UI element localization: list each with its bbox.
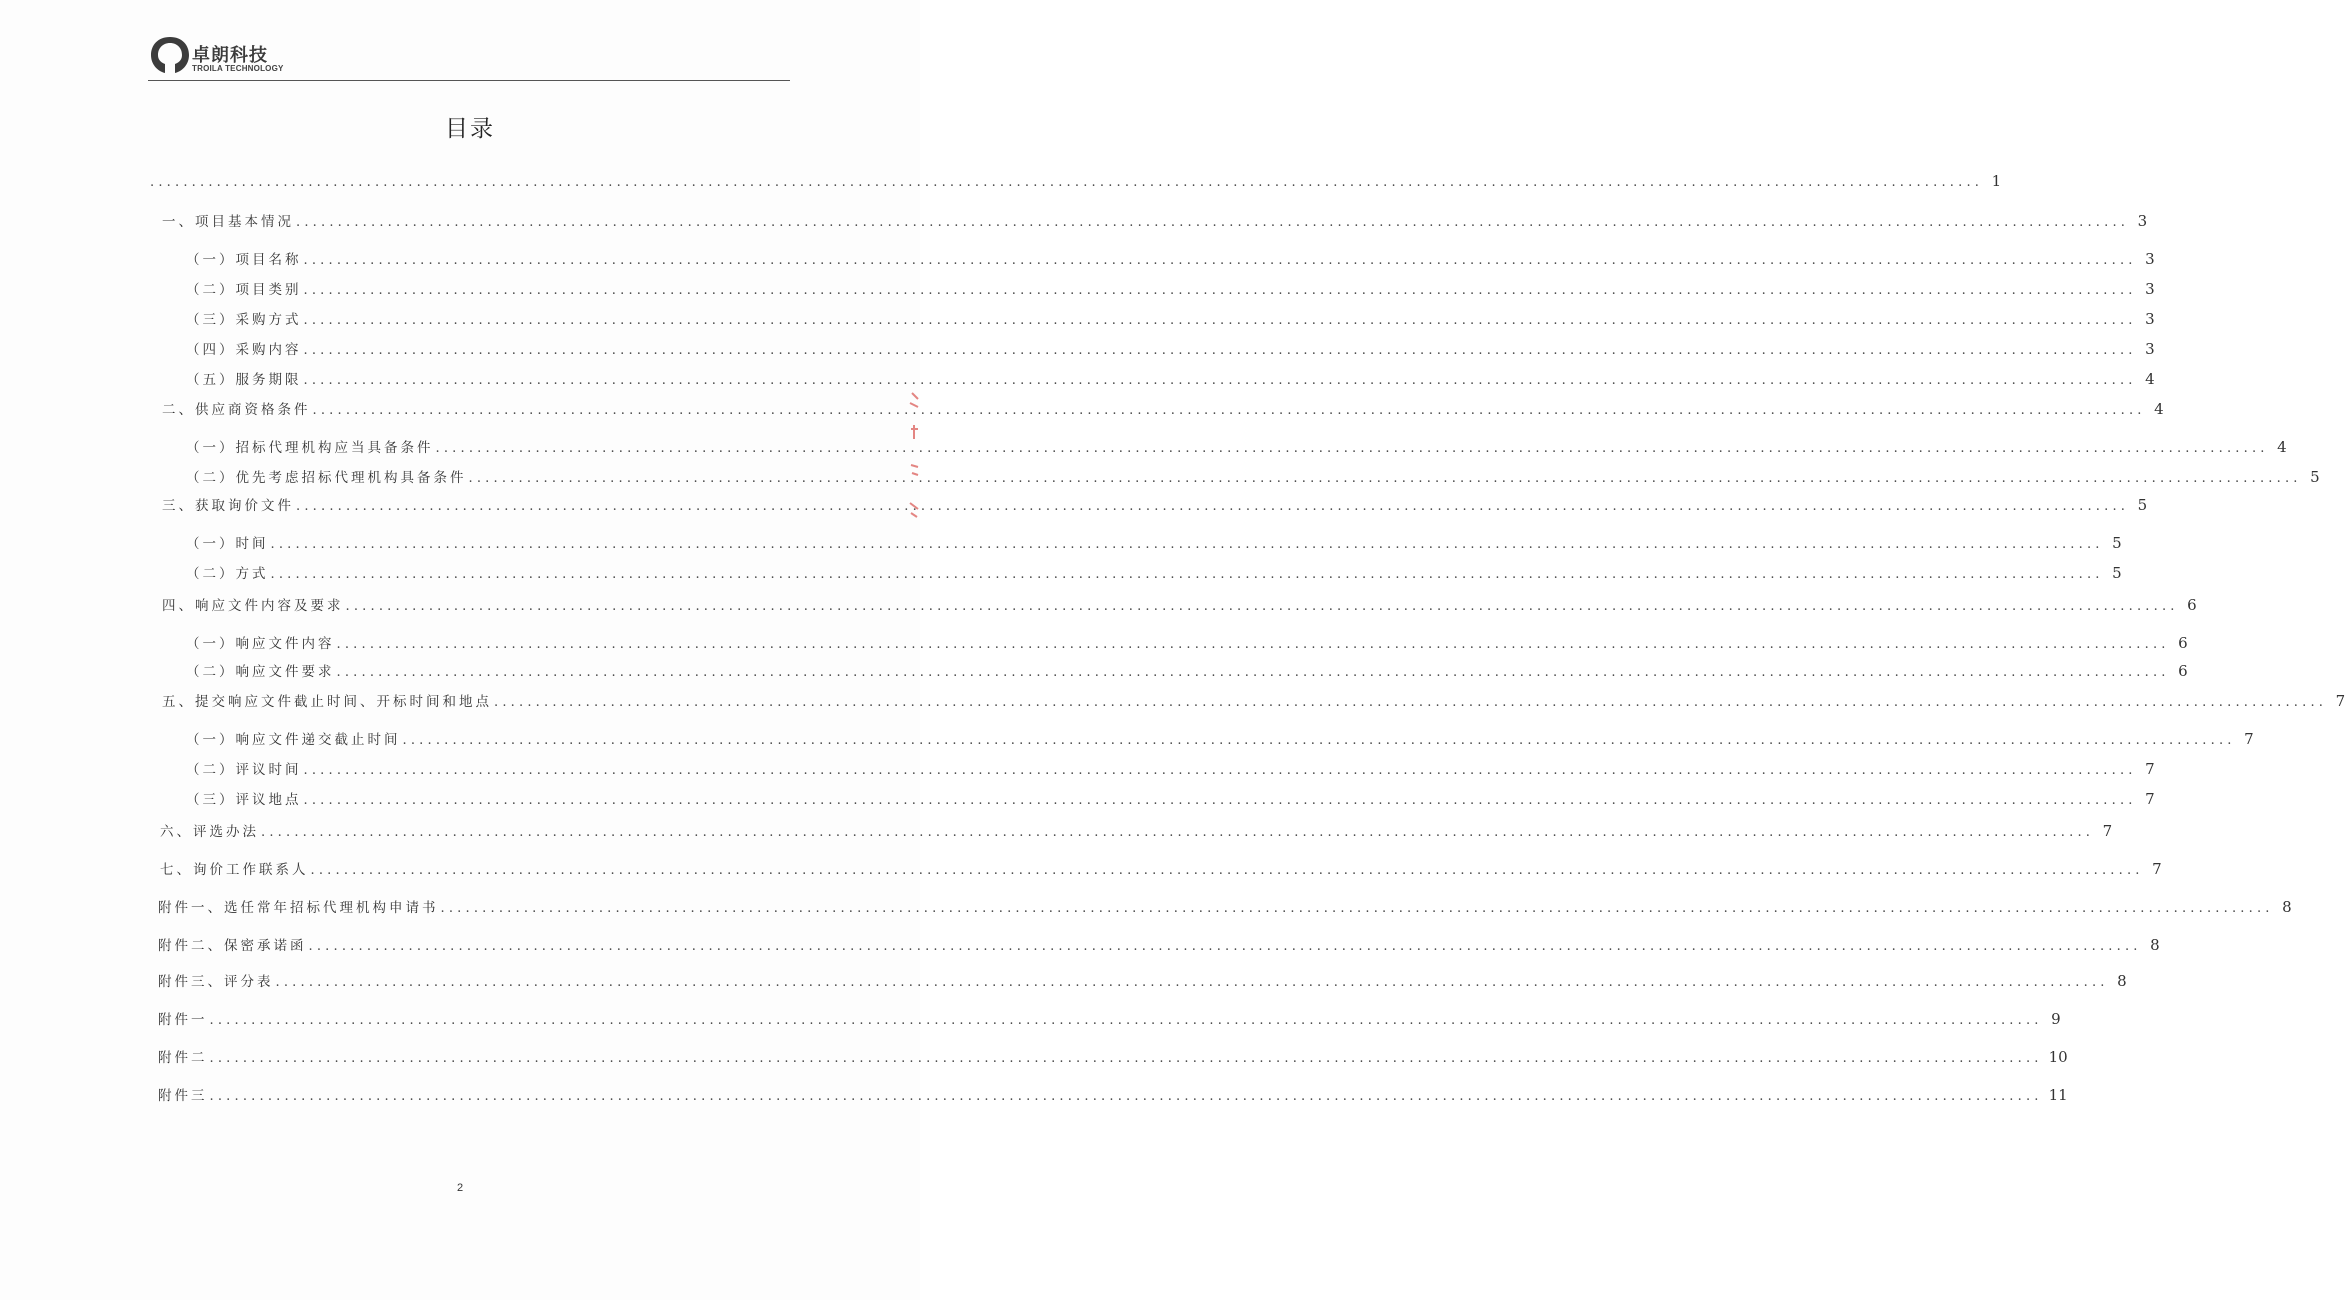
toc-entry-label: （一）项目名称 [186,252,302,268]
toc-entry[interactable] [186,278,2155,302]
toc-entry-label: （三）评议地点 [186,792,302,808]
toc-leader-dots: ............................................................................................................................................................................................................................ [440,901,2274,916]
toc-entry[interactable] [186,248,2155,272]
toc-entry-page: 7 [2335,692,2345,710]
seal-stamp-fragment [906,385,920,545]
toc-leader-dots: ............................................................................................................................................................................................................................ [312,403,2146,418]
toc-entry-page: 7 [2102,822,2113,840]
toc-entry[interactable] [162,494,2148,518]
toc-entry[interactable] [148,172,2002,196]
toc-entry-label: （一）响应文件内容 [186,636,335,652]
toc-entry[interactable] [158,1008,2061,1032]
toc-leader-dots: ............................................................................................................................................................................................................................ [402,733,2236,748]
toc-leader-dots: ............................................................................................................................................................................................................................ [435,441,2269,456]
toc-leader-dots: ............................................................................................................................................................................................................................ [303,793,2137,808]
toc-entry-label: 二、供应商资格条件 [162,402,311,418]
toc-entry[interactable] [158,934,2160,958]
toc-entry-page: 8 [2150,936,2160,954]
toc-entry-label: 附件一 [158,1012,208,1028]
toc-entry-label: （二）评议时间 [186,762,302,778]
toc-entry-page: 11 [2048,1086,2068,1104]
toc-entry-label: 附件三、评分表 [158,974,274,990]
toc-entry[interactable] [186,532,2122,556]
toc-leader-dots: ............................................................................................................................................................................................................................ [209,1089,2043,1104]
header-divider [148,80,790,81]
toc-entry[interactable] [186,308,2155,332]
company-name-en: TROILA TECHNOLOGY [192,64,284,73]
toc-leader-dots: ............................................................................................................................................................................................................................ [303,343,2137,358]
toc-entry-label: （一）响应文件递交截止时间 [186,732,401,748]
toc-entry-label: （二）优先考虑招标代理机构具备条件 [186,470,467,486]
toc-entry-label: （五）服务期限 [186,372,302,388]
toc-entry[interactable] [162,690,2345,714]
toc-entry-page: 5 [2137,496,2148,514]
page-header [148,32,790,82]
toc-entry-label: 附件一、选任常年招标代理机构申请书 [158,900,439,916]
toc-entry-page: 8 [2282,898,2292,916]
toc-leader-dots: ............................................................................................................................................................................................................................ [303,313,2137,328]
toc-entry-label: （二）响应文件要求 [186,664,335,680]
company-name-cn: 卓朗科技 [192,45,268,66]
toc-entry-page: 4 [2277,438,2287,456]
toc-entry[interactable] [186,466,2320,490]
toc-entry-label: （四）采购内容 [186,342,302,358]
toc-entry-label: （三）采购方式 [186,312,302,328]
toc-entry-page: 3 [2145,310,2155,328]
toc-entry[interactable] [186,562,2122,586]
toc-entry[interactable] [186,632,2188,656]
toc-entry[interactable] [186,758,2155,782]
page-title: 目录 [445,116,495,142]
toc-entry[interactable] [186,368,2155,392]
toc-entry-page: 3 [2137,212,2148,230]
toc-entry[interactable] [158,970,2127,994]
toc-entry-label: 附件二、保密承诺函 [158,938,307,954]
toc-entry-label: （二）方式 [186,566,269,582]
toc-leader-dots: ............................................................................................................................................................................................................................ [209,1013,2043,1028]
toc-entry[interactable] [158,896,2292,920]
toc-entry-page: 8 [2117,972,2127,990]
toc-leader-dots: ............................................................................................................................................................................................................................ [209,1051,2043,1066]
toc-entry[interactable] [162,594,2197,618]
toc-entry-page: 7 [2145,760,2155,778]
toc-leader-dots: ............................................................................................................................................................................................................................ [494,695,2328,710]
toc-entry-label: 五、提交响应文件截止时间、开标时间和地点 [162,694,492,710]
toc-entry-label: （一）时间 [186,536,269,552]
toc-leader-dots: ............................................................................................................................................................................................................................ [275,975,2109,990]
toc-entry-page: 5 [2112,564,2122,582]
company-logo-icon [148,34,192,76]
toc-entry-page: 7 [2145,790,2155,808]
toc-entry[interactable] [186,788,2155,812]
toc-leader-dots: ............................................................................................................................................................................................................................ [303,253,2137,268]
toc-entry[interactable] [162,210,2148,234]
toc-entry-page: 5 [2310,468,2320,486]
toc-entry-page: 1 [1991,172,2002,190]
toc-leader-dots: ............................................................................................................................................................................................................................ [270,567,2104,582]
toc-leader-dots: ............................................................................................................................................................................................................................ [270,537,2104,552]
toc-entry[interactable] [160,820,2113,844]
toc-entry-page: 3 [2145,250,2155,268]
toc-leader-dots: ............................................................................................................................................................................................................................ [308,939,2142,954]
toc-entry[interactable] [186,660,2188,684]
toc-entry[interactable] [186,338,2155,362]
toc-entry-page: 6 [2178,662,2188,680]
toc-leader-dots: ............................................................................................................................................................................................................................ [303,283,2137,298]
toc-entry-page: 6 [2187,596,2197,614]
toc-entry[interactable] [186,436,2287,460]
toc-entry-page: 6 [2178,634,2188,652]
toc-entry-page: 7 [2152,860,2162,878]
toc-entry-label: 附件二 [158,1050,208,1066]
toc-entry-page: 9 [2051,1010,2061,1028]
toc-entry-page: 4 [2154,400,2164,418]
toc-leader-dots: ............................................................................................................................................................................................................................ [468,471,2302,486]
page-number: 2 [456,1182,464,1194]
toc-entry[interactable] [162,398,2164,422]
toc-entry-label: 七、询价工作联系人 [160,862,309,878]
toc-entry-page: 5 [2112,534,2122,552]
toc-leader-dots: ............................................................................................................................................................................................................................ [345,599,2179,614]
toc-entry-label: 三、获取询价文件 [162,498,294,514]
toc-leader-dots: ............................................................................................................................................................................................................................ [336,637,2170,652]
toc-entry[interactable] [158,1046,2068,1070]
toc-entry-page: 7 [2244,730,2254,748]
toc-entry-label: 六、评选办法 [160,824,259,840]
toc-entry-page: 4 [2145,370,2155,388]
toc-leader-dots: ............................................................................................................................................................................................................................ [296,499,2130,514]
toc-entry-label: 一、项目基本情况 [162,214,294,230]
toc-entry-label: 附件三 [158,1088,208,1104]
toc-entry-page: 10 [2048,1048,2068,1066]
toc-entry-label: （二）项目类别 [186,282,302,298]
toc-entry-page: 3 [2145,280,2155,298]
toc-entry[interactable] [158,1084,2068,1108]
toc-entry-label: （一）招标代理机构应当具备条件 [186,440,434,456]
toc-leader-dots: ............................................................................................................................................................................................................................ [303,373,2137,388]
toc-leader-dots: ............................................................................................................................................................................................................................ [296,215,2130,230]
toc-entry-label: 四、响应文件内容及要求 [162,598,344,614]
toc-entry[interactable] [186,728,2254,752]
toc-entry-page: 3 [2145,340,2155,358]
toc-leader-dots: ............................................................................................................................................................................................................................ [150,175,1984,190]
toc-leader-dots: ............................................................................................................................................................................................................................ [261,825,2095,840]
toc-leader-dots: ............................................................................................................................................................................................................................ [310,863,2144,878]
toc-leader-dots: ............................................................................................................................................................................................................................ [336,665,2170,680]
toc-leader-dots: ............................................................................................................................................................................................................................ [303,763,2137,778]
toc-entry[interactable] [160,858,2162,882]
